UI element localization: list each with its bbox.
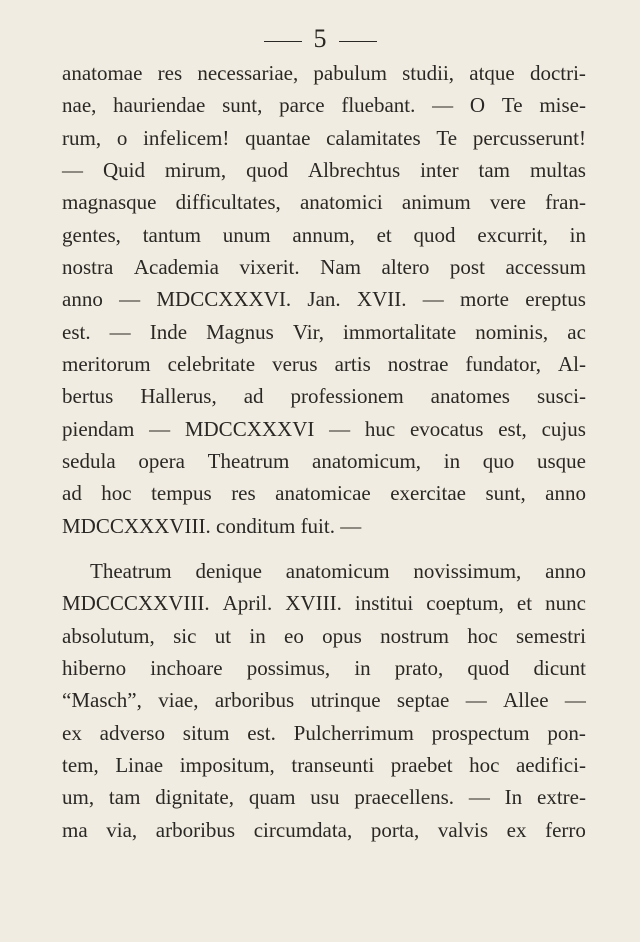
paragraph1-line: sedula opera Theatrum anatomicum, in quo usque [62, 449, 586, 473]
paragraph2-line: Theatrum denique anatomicum novissimum, anno [90, 559, 586, 583]
paragraph2-line: hiberno inchoare possimus, in prato, quod dicunt [62, 656, 586, 680]
page-number: 5 [313, 24, 327, 53]
paragraph1-line: MDCCXXXVIII. conditum fuit. — [62, 514, 362, 538]
paragraph2-line: tem, Linae impositum, transeunti praebet hoc aedifici- [62, 753, 586, 777]
paragraph2-line: absolutum, sic ut in eo opus nostrum hoc semestri [62, 624, 586, 648]
paragraph2-line: um, tam dignitate, quam usu praecellens. — In extre- [62, 785, 586, 809]
header-dash-left [264, 41, 302, 42]
paragraph2-line: “Masch”, viae, arboribus utrinque septae — Allee — [62, 688, 586, 712]
paragraph1-line: rum, o infelicem! quantae calamitates Te percusserunt! [62, 126, 586, 150]
page-header [0, 24, 640, 54]
paragraph1-line: meritorum celebritate verus artis nostrae fundator, Al- [62, 352, 586, 376]
paragraph1-line: nostra Academia vixerit. Nam altero post accessum [62, 255, 586, 279]
paragraph1-line: magnasque difficultates, anatomici animum vere fran- [62, 190, 586, 214]
paragraph1-line: anatomae res necessariae, pabulum studii, atque doctri- [62, 61, 586, 85]
paragraph1-line: nae, hauriendae sunt, parce fluebant. — O Te mise- [62, 93, 586, 117]
paragraph2-line: ex adverso situm est. Pulcherrimum prospectum pon- [62, 721, 586, 745]
paragraph2-line: ma via, arboribus circumdata, porta, valvis ex ferro [62, 818, 586, 842]
paragraph1-line: anno — MDCCXXXVI. Jan. XVII. — morte ereptus [62, 287, 586, 311]
paragraph1-line: — Quid mirum, quod Albrechtus inter tam multas [62, 158, 586, 182]
paragraph1-line: piendam — MDCCXXXVI — huc evocatus est, cujus [62, 417, 586, 441]
paragraph2-line: MDCCCXXVIII. April. XVIII. institui coeptum, et nunc [62, 591, 586, 615]
paragraph1-line: gentes, tantum unum annum, et quod excurrit, in [62, 223, 586, 247]
paragraph1-line: bertus Hallerus, ad professionem anatomes susci- [62, 384, 586, 408]
paragraph1-line: ad hoc tempus res anatomicae exercitae sunt, anno [62, 481, 586, 505]
paragraph1-line: est. — Inde Magnus Vir, immortalitate nominis, ac [62, 320, 586, 344]
header-dash-right [339, 41, 377, 42]
